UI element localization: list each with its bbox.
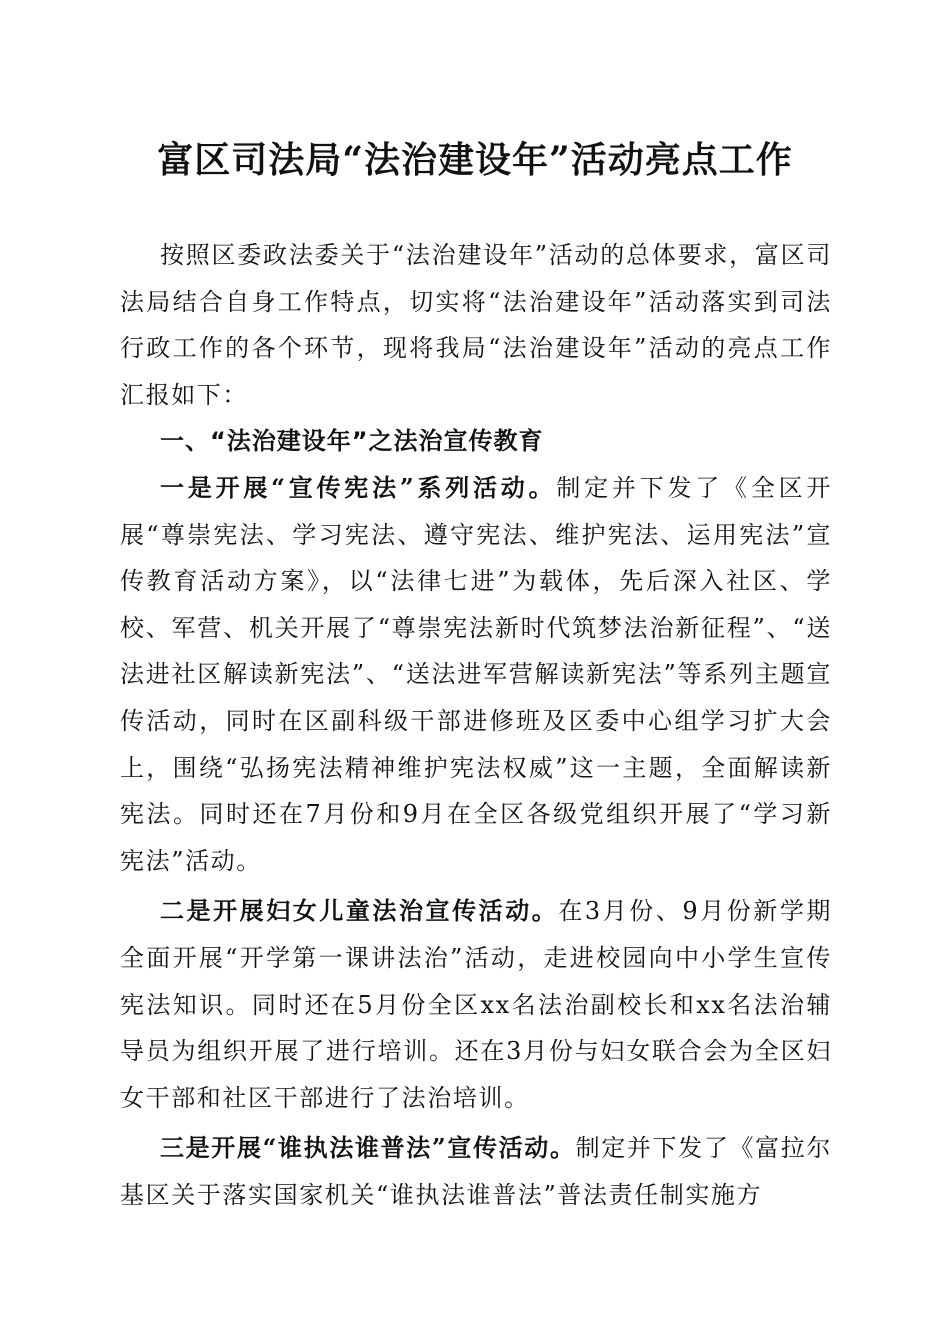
item-text-2: 在3月份、9月份新学期全面开展“开学第一课讲法治”活动，走进校园向中小学生宣传宪法知识。同时还在5月份全区xx名法治副校长和xx名法治辅导员为组织开展了进行培训。还在3月份与妇女联合会为全区妇女干部和社区干部进行了法治培训。 [120,897,833,1112]
item-lead-2: 二是开展妇女儿童法治宣传活动。 [160,896,559,926]
document-title: 富区司法局“法治建设年”活动亮点工作 [157,139,793,181]
item-paragraph-3 [120,1125,832,1218]
section-heading: 一、“法治建设年”之法治宣传教育 [160,427,544,456]
item-text-1: 制定并下发了《全区开展“尊崇宪法、学习宪法、遵守宪法、维护宪法、运用宪法”宣传教育活动方案》，以“法律七进”为载体，先后深入社区、学校、军营、机关开展了“尊崇宪法新时代筑梦法治新征程”、“送法进社区解读新宪法”、“送法进军营解读新宪法”等系列主题宣传活动，同时在区副科级干部进修班及区委中心组学习扩大会上，围绕“弘扬宪法精神维护宪法权威”这一主题，全面解读新宪法。同时还在7月份和9月在全区各级党组织开展了“学习新宪法”活动。 [120,473,833,875]
item-text-3: 制定并下发了《富拉尔基区关于落实国家机关“谁执法谁普法”普法责任制实施方 [120,1134,833,1209]
item-lead-3: 三是开展“谁执法谁普法”宣传活动。 [160,1133,576,1163]
intro-paragraph: 按照区委政法委关于“法治建设年”活动的总体要求，富区司法局结合自身工作特点，切实将“法治建设年”活动落实到司法行政工作的各个环节，现将我局“法治建设年”活动的亮点工作汇报如下： [120,241,832,409]
item-paragraph-2 [120,888,832,1121]
item-paragraph-1 [120,465,832,884]
item-lead-1: 一是开展“宣传宪法”系列活动。 [160,472,557,502]
document-body [120,232,832,1218]
